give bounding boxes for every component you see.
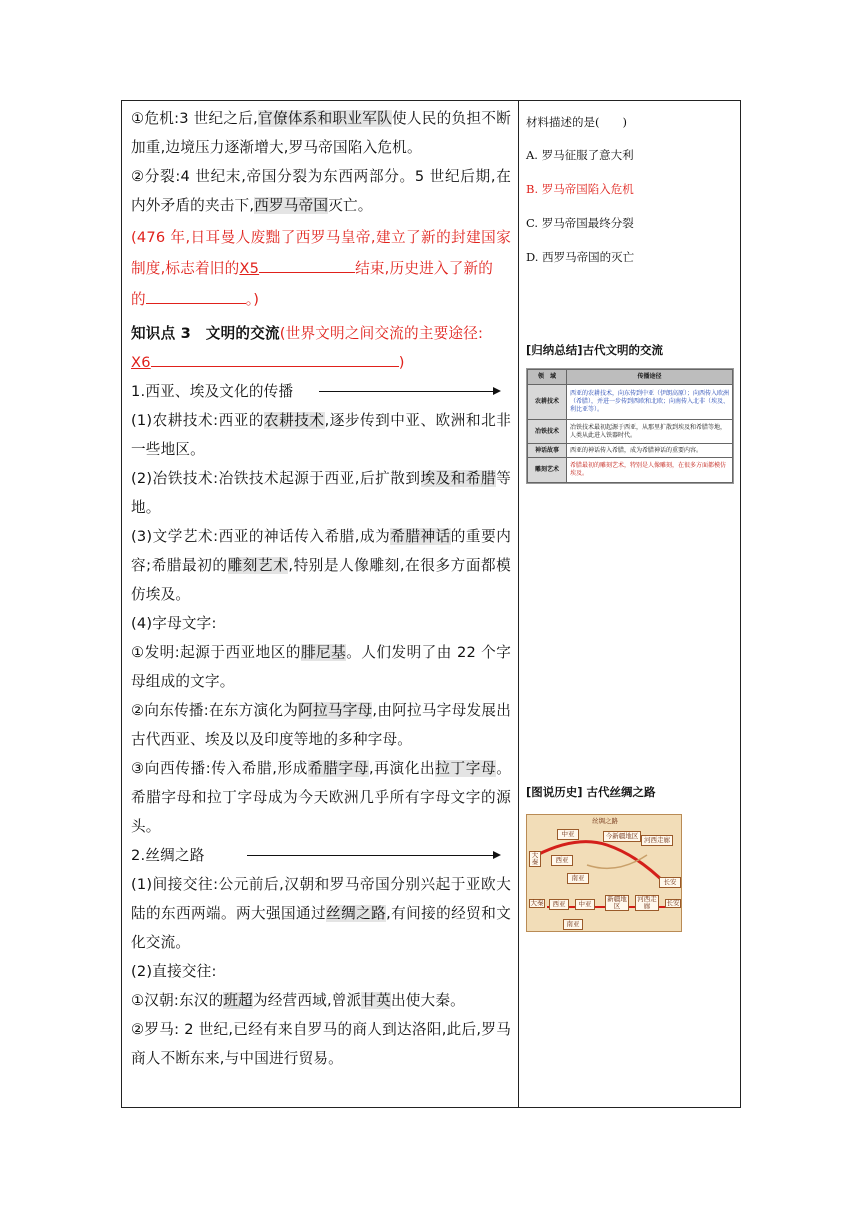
west-spread-paragraph: ③向西传播:传入希腊,形成希腊字母,再演化出拉丁字母。希腊字母和拉丁字母成为今天欧洲几乎所有字母文字的源头。 [131,760,511,835]
east-spread-paragraph: ②向东传播:在东方演化为阿拉马字母,由阿拉马字母发展出古代西亚、埃及以及印度等地的多种字母。 [131,702,511,748]
direct-heading: (2)直接交往: [131,963,217,980]
map-heading: [图说历史] 古代丝绸之路 [526,785,656,799]
silk-road-map: 丝绸之路 中亚 今新疆地区 河西走廊 大秦 西亚 南亚 长安 西亚 中亚 新疆地区 河西走廊 长安 大秦 南亚 [526,814,682,932]
summary-table-image: 领 域 传播途径 农耕技术 西亚的农耕技术，向东传到中亚（伊朗高原）；向西传入欧洲（希腊），并进一步传到西欧和北欧；向南传入北非（埃及、利比亚等）。 冶铁技术 冶铁技术最初起源于西亚，从那里扩散到埃及和希腊等地，人类从此进入铁器时代。 神话故事 西亚的神话传入希腊，成为希腊神话的重要内容。 雕刻艺术 希腊最初的雕刻艺术，特别是人像雕刻，在很多方面都模仿埃及。 [526,368,734,484]
fall-note: (476 年,日耳曼人废黜了西罗马皇帝,建立了新的封建国家制度,标志着旧的X5 结束,历史进入了新的 的 。) [131,229,511,308]
section1-heading: 1.西亚、埃及文化的传播 [131,377,511,406]
arrow-icon [319,391,499,392]
iron-paragraph: (2)冶铁技术:冶铁技术起源于西亚,后扩散到埃及和希腊等地。 [131,470,511,516]
right-column [526,110,736,932]
option-d: D. 西罗马帝国的灭亡 [526,250,635,264]
option-c: C. 罗马帝国最终分裂 [526,216,634,230]
question-text: 材料描述的是( ) [526,115,627,129]
column-divider [518,100,519,1108]
literature-paragraph: (3)文学艺术:西亚的神话传入希腊,成为希腊神话的重要内容;希腊最初的雕刻艺术,特别是人像雕刻,在很多方面都模仿埃及。 [131,528,511,603]
arrow-icon [247,855,499,856]
option-b: B. 罗马帝国陷入危机 [526,182,634,196]
kp3-heading: 知识点 3 文明的交流(世界文明之间交流的主要途径: X6 ) [131,325,484,371]
summary-heading: [归纳总结]古代文明的交流 [526,343,664,357]
han-paragraph: ①汉朝:东汉的班超为经营西域,曾派甘英出使大秦。 [131,992,465,1009]
farm-paragraph: (1)农耕技术:西亚的农耕技术,逐步传到中亚、欧洲和北非一些地区。 [131,412,512,458]
split-paragraph: ②分裂:4 世纪末,帝国分裂为东西两部分。5 世纪后期,在内外矛盾的夹击下,西罗马帝国灭亡。 [131,168,511,214]
rome-paragraph: ②罗马: 2 世纪,已经有来自罗马的商人到达洛阳,此后,罗马商人不断东来,与中国进行贸易。 [131,1021,511,1067]
alphabet-heading: (4)字母文字: [131,615,217,632]
invention-paragraph: ①发明:起源于西亚地区的腓尼基。人们发明了由 22 个字母组成的文字。 [131,644,511,690]
section2-heading: 2.丝绸之路 [131,841,511,870]
indirect-paragraph: (1)间接交往:公元前后,汉朝和罗马帝国分别兴起于亚欧大陆的东西两端。两大强国通过丝绸之路,有间接的经贸和文化交流。 [131,876,511,951]
option-a: A. 罗马征服了意大利 [526,148,634,162]
left-column [131,104,511,1073]
crisis-paragraph: ①危机:3 世纪之后,官僚体系和职业军队使人民的负担不断加重,边境压力逐渐增大,罗马帝国陷入危机。 [131,110,512,156]
